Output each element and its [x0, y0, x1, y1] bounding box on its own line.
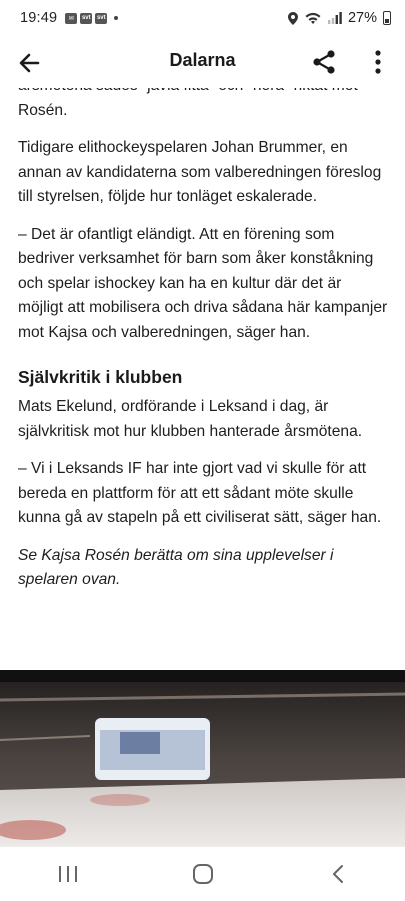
section-heading: Självkritik i klubben — [18, 367, 183, 387]
nav-back-icon — [331, 864, 345, 884]
app-bar — [0, 36, 405, 88]
nav-back-button[interactable] — [308, 854, 368, 894]
notification-icons — [65, 13, 118, 24]
status-time: 19:49 — [20, 10, 58, 26]
article-content — [18, 74, 390, 606]
video-caption-note: Se Kajsa Rosén berätta om sina upplevelser i spelaren ovan. — [18, 546, 334, 588]
home-icon — [192, 863, 214, 885]
more-notifications-dot-icon — [114, 16, 118, 20]
article-paragraph: Mats Ekelund, ordförande i Leksand i dag, är självkritisk mot hur klubben hanterade årsmötena. — [18, 398, 363, 440]
recents-icon — [57, 865, 79, 883]
article-paragraph: Tidigare elithockeyspelaren Johan Brummer, en annan av kandidaterna som valberedningen föreslog till styrelsen, följde hur tonläget eskalerade. — [18, 139, 382, 205]
location-icon — [288, 12, 298, 25]
battery-percent: 27% — [347, 10, 377, 26]
more-vert-icon[interactable] — [364, 48, 392, 76]
article-paragraph: Rosén. — [18, 101, 68, 119]
system-nav-bar — [0, 846, 405, 901]
battery-icon — [383, 11, 391, 25]
article-paragraph: – Vi i Leksands IF har inte gjort vad vi skulle för att bereda en plattform för att ett sådant möte skulle kunna gå av stapeln på ett civiliserat sätt, säger han. — [18, 460, 382, 526]
status-bar — [0, 0, 405, 36]
status-right — [288, 10, 391, 26]
svt-app-icon-2: svt — [95, 13, 107, 24]
article-body — [0, 88, 405, 846]
page-title: Dalarna — [169, 50, 236, 70]
arena-illustration — [0, 670, 405, 846]
article-image-arena[interactable] — [0, 670, 405, 846]
message-app-icon: ✉ — [65, 13, 77, 24]
share-icon[interactable] — [310, 48, 338, 76]
nav-home-button[interactable] — [173, 854, 233, 894]
wifi-icon — [304, 12, 322, 25]
svt-app-icon: svt — [80, 13, 92, 24]
nav-recents-button[interactable] — [38, 854, 98, 894]
article-paragraph: – Det är ofantligt eländigt. Att en förening som bedriver verksamhet för barn som åker konståkning och spelar ishockey kan ha en kultur där det är möjligt att mobilisera och driva sådana här kampanjer mot Kajsa och valberedningen, säger han. — [18, 225, 388, 341]
signal-icon — [328, 12, 342, 24]
